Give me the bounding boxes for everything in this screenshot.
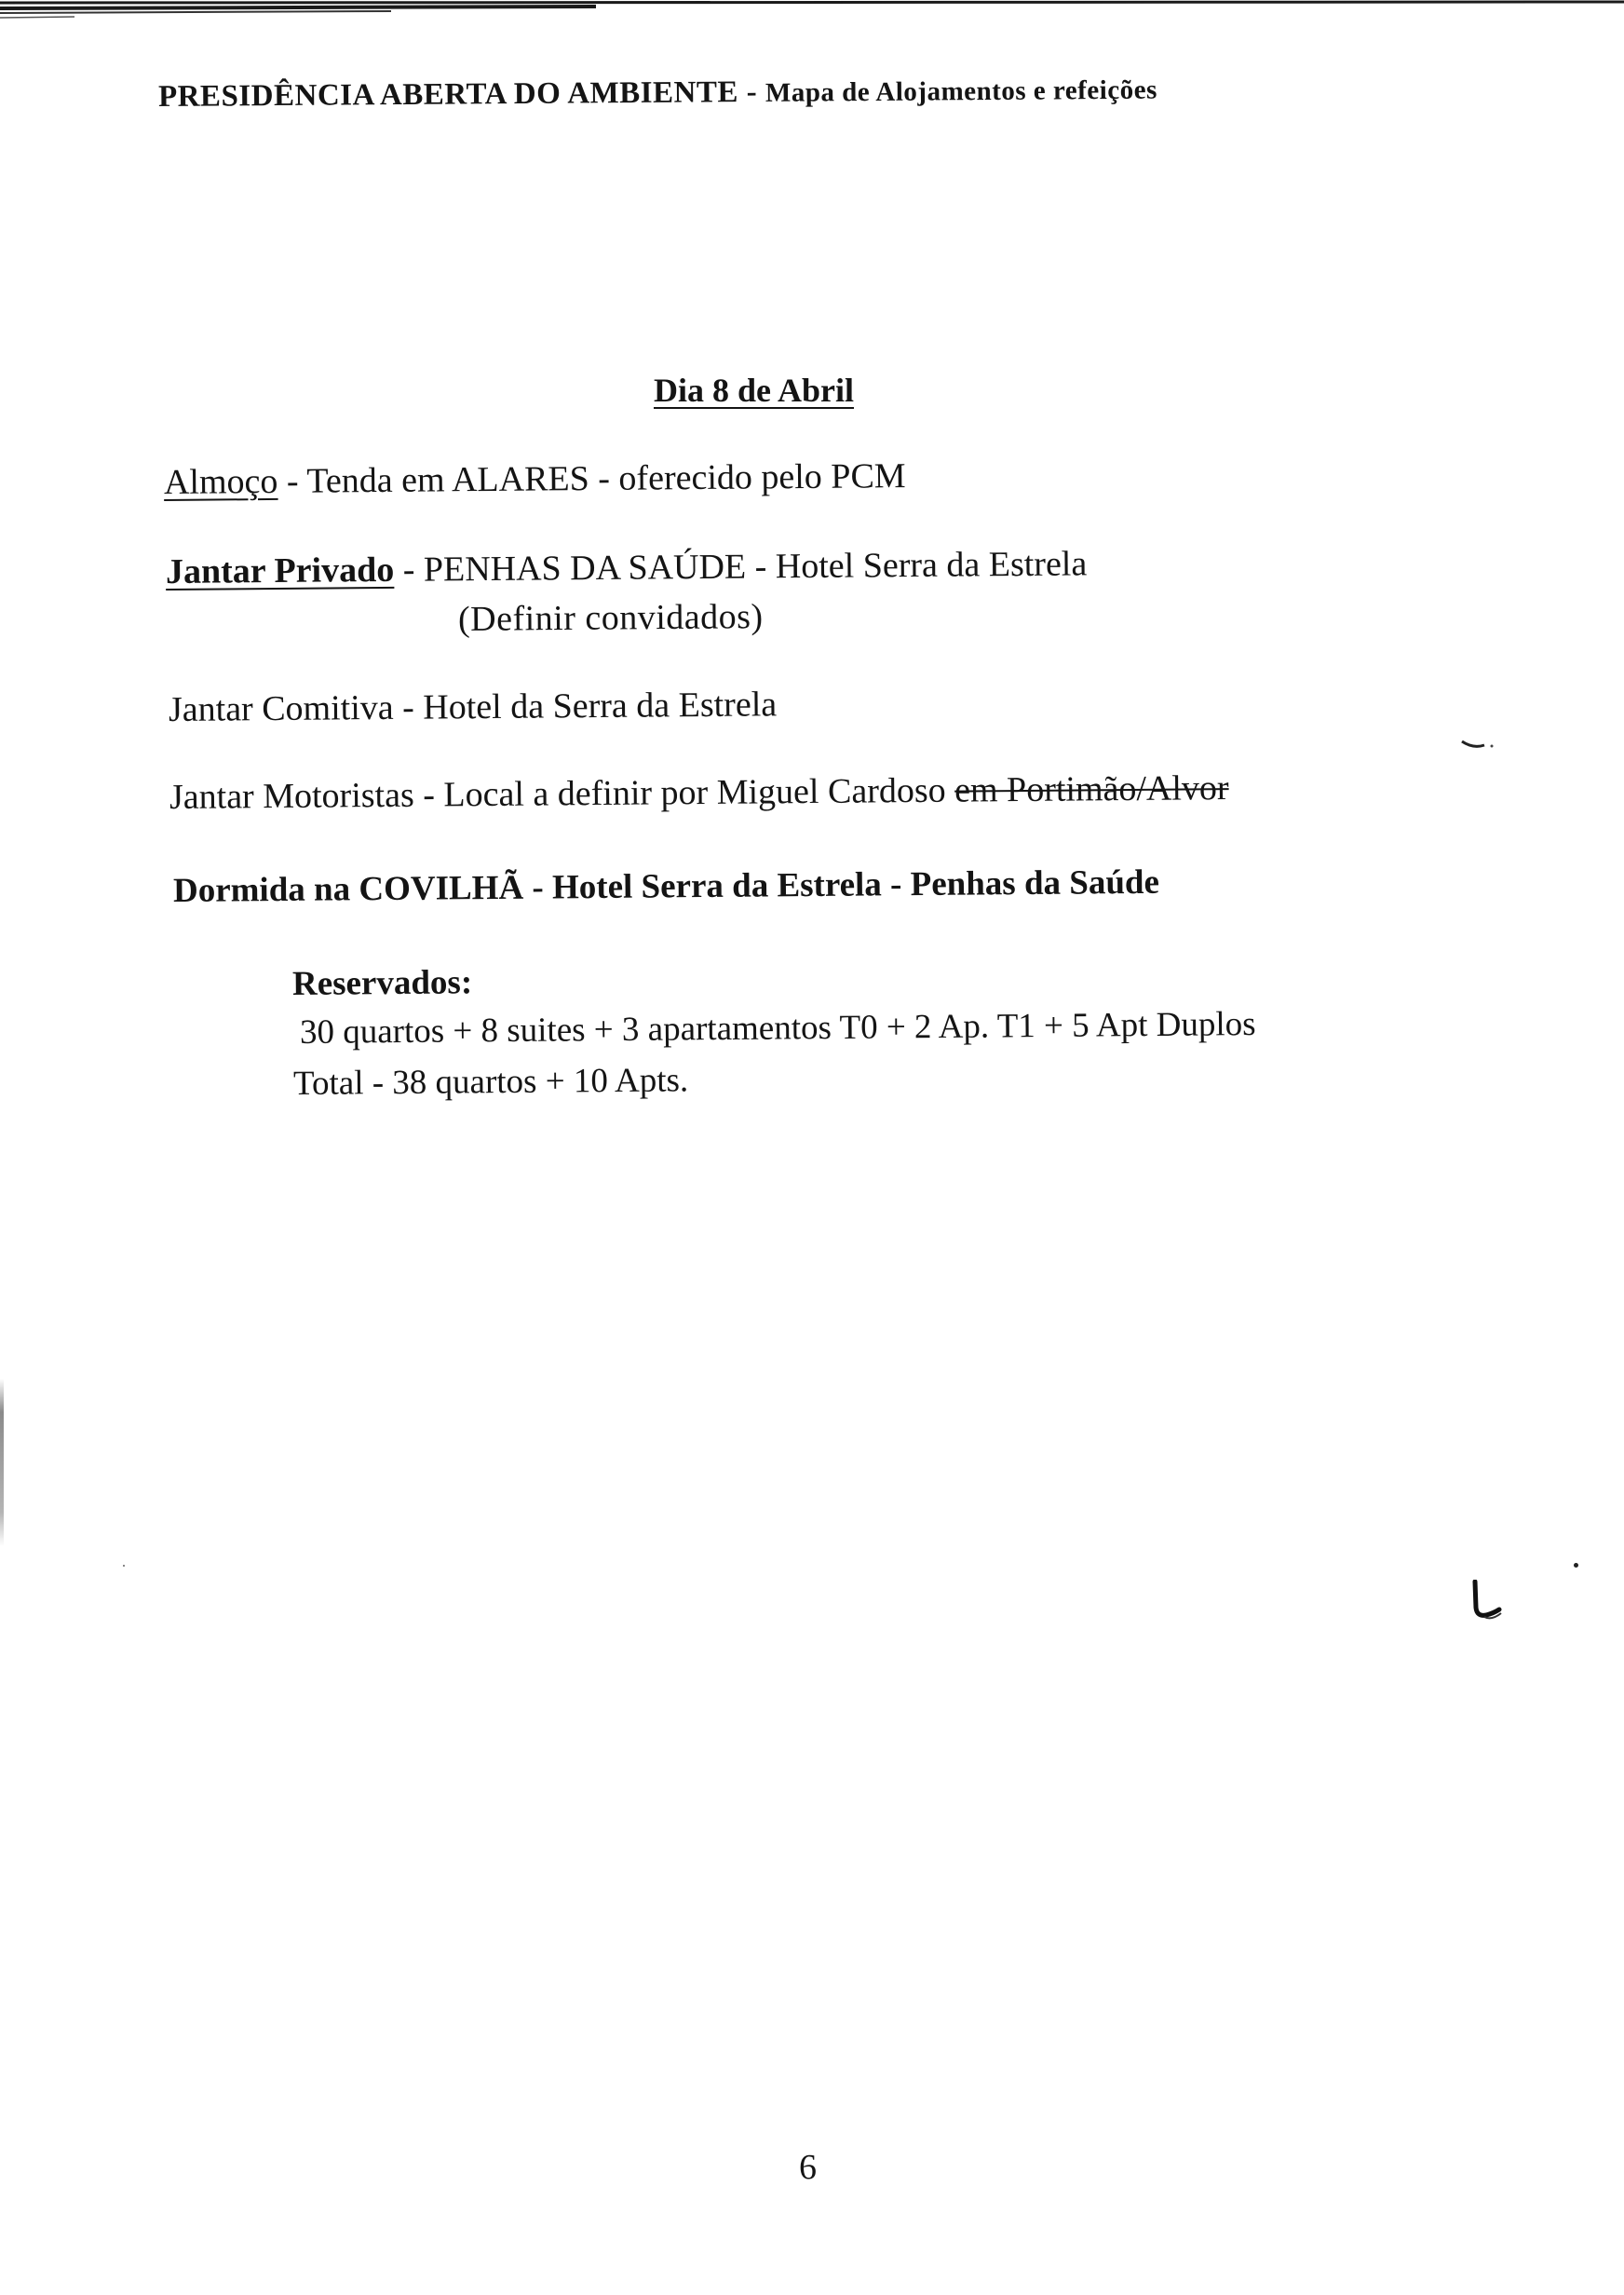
checkmark-scribble-icon — [1460, 736, 1497, 754]
entry-jantar-comitiva: Jantar Comitiva - Hotel da Serra da Estrela — [168, 685, 778, 729]
header-subtitle: Mapa de Alojamentos e refeições — [765, 75, 1157, 108]
reservados-label: Reservados: — [291, 963, 473, 1003]
reservados-line-1: 30 quartos + 8 suites + 3 apartamentos T0 + 2 Ap. T1 + 5 Apt Duplos — [299, 1005, 1256, 1052]
day-title: Dia 8 de Abril — [654, 372, 855, 409]
jantar-motoristas-struck-text: em Portimão/Alvor — [954, 768, 1229, 810]
entry-jantar-motoristas — [169, 767, 1229, 818]
jantar-privado-note: (Definir convidados) — [457, 597, 764, 639]
entry-dormida: Dormida na COVILHÃ - Hotel Serra da Estrela - Penhas da Saúde — [172, 862, 1160, 910]
scan-left-edge — [0, 1378, 4, 1546]
almoco-label: Almoço — [163, 461, 278, 502]
almoco-text: - Tenda em ALARES - oferecido pelo PCM — [277, 456, 906, 501]
entry-jantar-privado — [166, 543, 1088, 592]
document-header — [158, 73, 1157, 115]
scan-dot — [1574, 1563, 1578, 1568]
reservados-line-2: Total - 38 quartos + 10 Apts. — [292, 1061, 689, 1103]
entry-almoco — [164, 455, 906, 503]
header-title: PRESIDÊNCIA ABERTA DO AMBIENTE — [157, 75, 739, 114]
scan-top-edge — [0, 0, 1624, 24]
page-number: 6 — [799, 2148, 817, 2187]
jantar-motoristas-text: Jantar Motoristas - Local a definir por Miguel Cardoso — [169, 770, 955, 817]
scan-dot-small — [123, 1565, 125, 1567]
header-separator: - — [738, 75, 766, 110]
jantar-privado-text: - PENHAS DA SAÚDE - Hotel Serra da Estrela — [394, 544, 1088, 590]
handwritten-initial-icon — [1464, 1580, 1509, 1626]
jantar-privado-label: Jantar Privado — [165, 550, 395, 591]
